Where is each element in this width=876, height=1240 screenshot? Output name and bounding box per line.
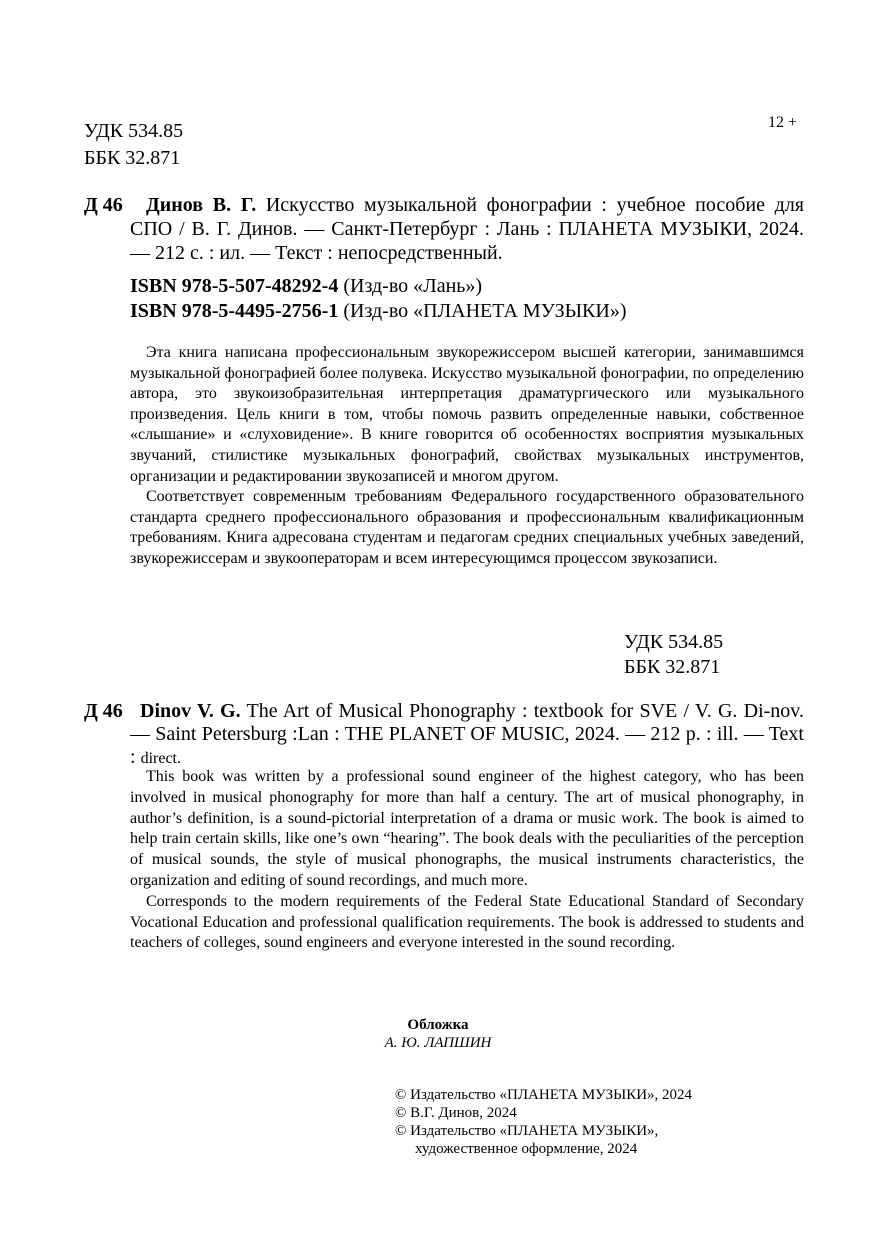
ru-author: Динов В. Г. — [146, 194, 257, 216]
isbn-number: ISBN 978-5-507-48292-4 — [130, 275, 339, 297]
bbk-code: ББК 32.871 — [84, 147, 181, 169]
en-annotation-paragraph: This book was written by a professional sound engineer of the highest category, who has been involved in musical phonography for more than half a century. The art of musical phonography, in author’s definition, is a sound-pictorial interpretation of a drama or music work. The book is aimed to help train certain skills, like one’s own “hearing”. The book deals with the peculiarities of the perception of musical sounds, the style of musical phonographs, the musical instruments characteristics, the organization and editing of sound recordings, and much more. — [130, 768, 804, 889]
ru-bibliographic-entry — [84, 193, 804, 265]
copyright-line: художественное оформление, 2024 — [415, 1141, 638, 1157]
bbk-code: ББК 32.871 — [624, 656, 721, 678]
en-annotation — [130, 767, 804, 954]
udk-code: УДК 534.85 — [84, 120, 184, 142]
en-entry-text: The Art of Musical Phonography : textbook for SVE / V. G. Di-nov. — Saint Petersburg :Lan : THE PLANET OF MUSIC, 2024. — 212 p. : ill. — Text : — [130, 700, 805, 768]
ru-entry-body — [130, 193, 804, 265]
isbn-publisher: (Изд-во «Лань») — [343, 275, 483, 297]
copyright-line: © В.Г. Динов, 2024 — [395, 1105, 517, 1121]
isbn-line — [130, 299, 627, 324]
ru-annotation — [130, 343, 804, 570]
age-rating: 12 + — [768, 114, 798, 131]
isbn-block — [130, 274, 627, 324]
cover-designer: А. Ю. ЛАПШИН — [384, 1035, 492, 1051]
en-entry-body — [130, 700, 804, 770]
en-author-sign: Д 46 — [84, 700, 123, 722]
ru-author-sign: Д 46 — [84, 194, 123, 216]
isbn-line — [130, 274, 627, 299]
ru-annotation-paragraph: Соответствует современным требованиям Федерального государственного образовательного стандарта среднего профессионального образования и профессиональным квалификационным требованиям. Книга адресована студентам и педагогам средних специальных учебных заведений, звукорежиссерам и звукооператорам и всем интересующимся процессом звукозаписи. — [130, 488, 804, 567]
en-entry-tail: direct. — [140, 750, 181, 767]
en-annotation-paragraph: Corresponds to the modern requirements of the Federal State Educational Standard of Secondary Vocational Education and professional qualification requirements. The book is addressed to students and teachers of colleges, sound engineers and everyone interested in the sound recording. — [130, 892, 804, 952]
isbn-number: ISBN 978-5-4495-2756-1 — [130, 300, 339, 322]
copyright-line: © Издательство «ПЛАНЕТА МУЗЫКИ», — [395, 1123, 659, 1139]
ru-entry-text: Искусство музыкальной фонографии : учебное пособие для СПО / В. Г. Динов. — Санкт-Петербург : Лань : ПЛАНЕТА МУЗЫКИ, 2024. — 212 с. : ил. — Текст : непосредственный. — [130, 194, 804, 264]
cover-label: Обложка — [407, 1017, 469, 1033]
ru-annotation-paragraph: Эта книга написана профессиональным звукорежиссером высшей категории, занимавшимся музыкальной фонографией более полувека. Искусство музыкальной фонографии, по определению автора, это звукоизобразительная интерпретация драматургического или музыкального произведения. Цель книги в том, чтобы помочь развить определенные навыки, собственное «слышание» и «слуховидение». В книге говорится об особенностях восприятия музыкальных звучаний, стилистике музыкальных фонографий, свойствах музыкальных инструментов, организации и редактировании звукозаписей и многом другом. — [130, 344, 804, 485]
en-author: Dinov V. G. — [140, 700, 241, 722]
classification-top — [84, 118, 183, 172]
udk-code: УДК 534.85 — [624, 631, 724, 653]
copyright-line: © Издательство «ПЛАНЕТА МУЗЫКИ», 2024 — [395, 1087, 693, 1103]
en-bibliographic-entry — [84, 700, 804, 770]
copyright-block — [395, 1086, 692, 1158]
isbn-publisher: (Изд-во «ПЛАНЕТА МУЗЫКИ») — [343, 300, 627, 322]
cover-credit — [300, 1016, 576, 1052]
classification-right — [624, 630, 723, 680]
